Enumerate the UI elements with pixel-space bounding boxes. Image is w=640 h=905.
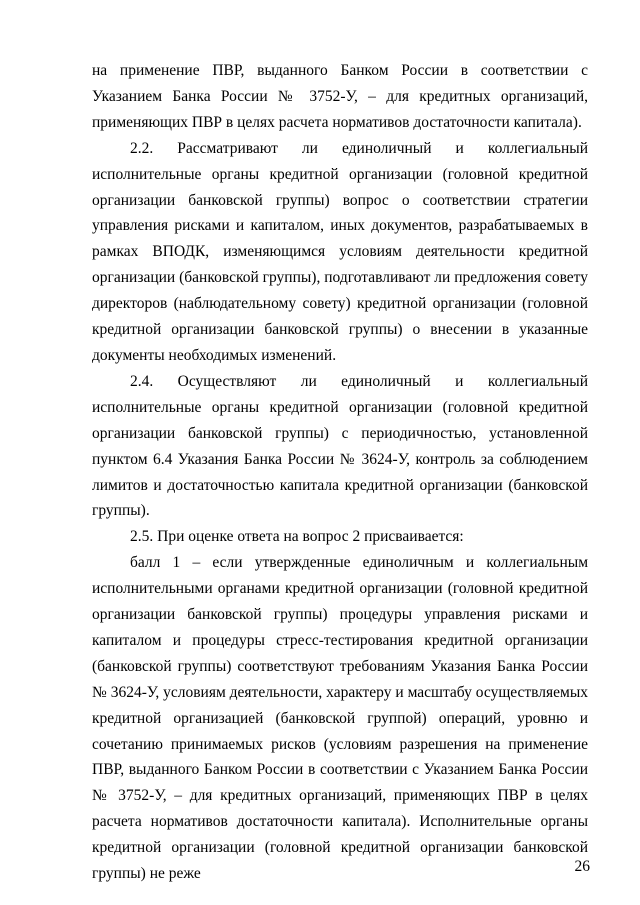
paragraph-2-4: 2.4. Осуществляют ли единоличный и коллегиальный исполнительные органы кредитной организации (головной кредитной организации банковской группы) с периодичностью, установленной пунктом 6.4 Указания Банка России № 3624-У, контроль за соблюдением лимитов и достаточностью капитала кредитной организации (банковской группы).	[92, 372, 588, 520]
paragraph-2-2: 2.2. Рассматривают ли единоличный и коллегиальный исполнительные органы кредитной организации (головной кредитной организации банковской группы) вопрос о соответствии стратегии управления рисками и капиталом, иных документов, разрабатываемых в рамках ВПОДК, изменяющимся условиям деятельности кредитной организации (банковской группы), подготавливают ли предложения совету директоров (наблюдательному совету) кредитной организации (головной кредитной организации банковской группы) о внесении в указанные документы необходимых изменений.	[92, 139, 588, 364]
body-text	[92, 58, 588, 887]
paragraph-continuation: на применение ПВР, выданного Банком России в соответствии с Указанием Банка России № 3752-У, – для кредитных организаций, применяющих ПВР в целях расчета нормативов достаточности капитала).	[92, 62, 588, 131]
page-number: 26	[574, 858, 590, 875]
paragraph-2-5: 2.5. При оценке ответа на вопрос 2 присваивается:	[130, 528, 464, 546]
paragraph-score-1: балл 1 – если утвержденные единоличным и коллегиальным исполнительными органами кредитной организации (головной кредитной организации банковской группы) процедуры управления рисками и капиталом и процедуры стресс-тестирования кредитной организации (банковской группы) соответствуют требованиям Указания Банка России № 3624-У, условиям деятельности, характеру и масштабу осуществляемых кредитной организацией (банковской группой) операций, уровню и сочетанию принимаемых рисков (условиям разрешения на применение ПВР, выданного Банком России в соответствии с Указанием Банка России № 3752-У, – для кредитных организаций, применяющих ПВР в целях расчета нормативов достаточности капитала). Исполнительные органы кредитной организации (головной кредитной организации банковской группы) не реже	[92, 554, 588, 883]
